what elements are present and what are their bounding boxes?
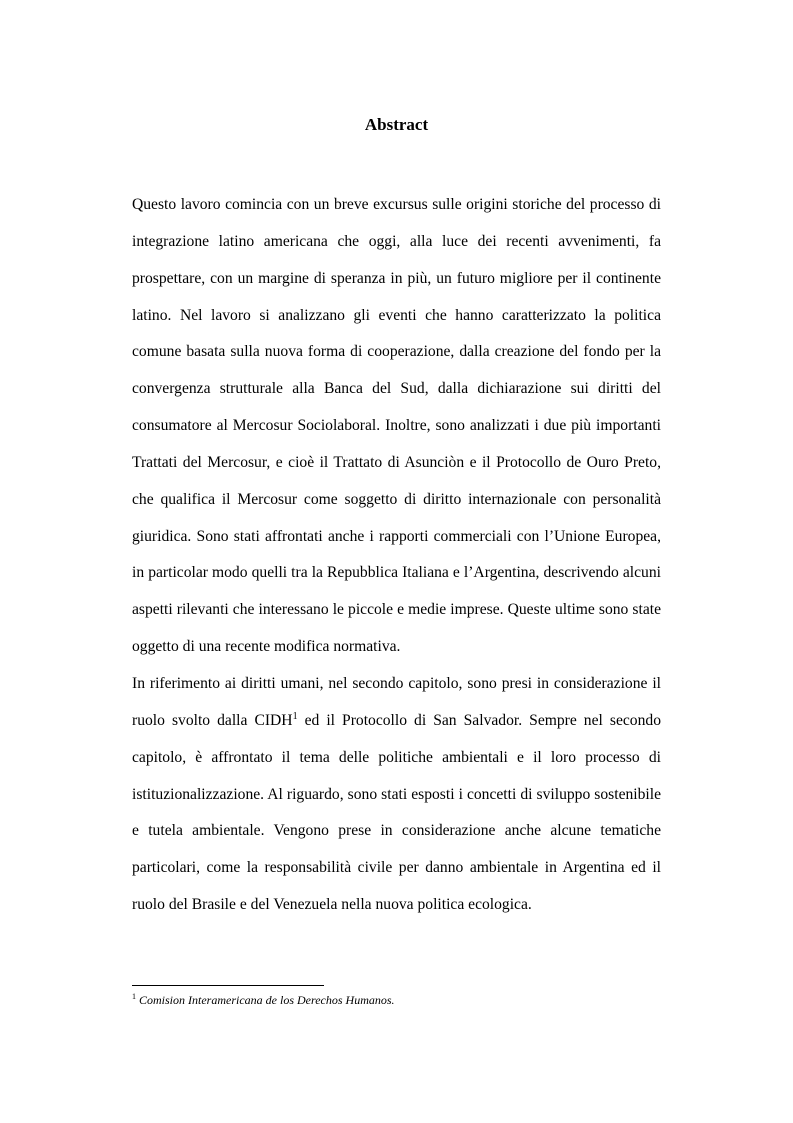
- paragraph-1: Questo lavoro comincia con un breve excursus sulle origini storiche del processo di integrazione latino americana che oggi, alla luce dei recenti avvenimenti, fa prospettare, con un margine di speranza in più, un futuro migliore per il continente latino. Nel lavoro si analizzano gli eventi che hanno caratterizzato la politica comune basata sulla nuova forma di cooperazione, dalla creazione del fondo per la convergenza strutturale alla Banca del Sud, dalla dichiarazione sui diritti del consumatore al Mercosur Sociolaboral. Inoltre, sono analizzati i due più importanti Trattati del Mercosur, e cioè il Trattato di Asunciòn e il Protocollo de Ouro Preto, che qualifica il Mercosur come soggetto di diritto internazionale con personalità giuridica. Sono stati affrontati anche i rapporti commerciali con l’Unione Europea, in particolar modo quelli tra la Repubblica Italiana e l’Argentina, descrivendo alcuni aspetti rilevanti che interessano le piccole e medie imprese. Queste ultime sono state oggetto di una recente modifica normativa.: [132, 196, 661, 656]
- paragraph-2: [132, 666, 661, 924]
- footnote-reference: 1: [292, 710, 298, 722]
- paragraph-2-text-end: ed il Protocollo di San Salvador. Sempre nel secondo capitolo, è affrontato il tema delle politiche ambientali e il loro processo di istituzionalizzazione. Al riguardo, sono stati esposti i concetti di sviluppo sostenibile e tutela ambientale. Vengono prese in considerazione anche alcune tematiche particolari, come la responsabilità civile per danno ambientale in Argentina ed il ruolo del Brasile e del Venezuela nella nuova politica ecologica.: [132, 711, 661, 914]
- paragraph-2-text-start: In riferimento ai diritti umani, nel secondo capitolo, sono presi in considerazione il ruolo svolto dalla CIDH: [132, 674, 661, 729]
- footnote: [132, 993, 661, 1008]
- footnote-divider: [132, 985, 324, 986]
- footnote-mark: 1: [132, 992, 136, 1001]
- abstract-body: [132, 187, 661, 924]
- page-title: Abstract: [364, 115, 429, 134]
- footnote-text: Comision Interamericana de los Derechos Humanos.: [139, 993, 395, 1007]
